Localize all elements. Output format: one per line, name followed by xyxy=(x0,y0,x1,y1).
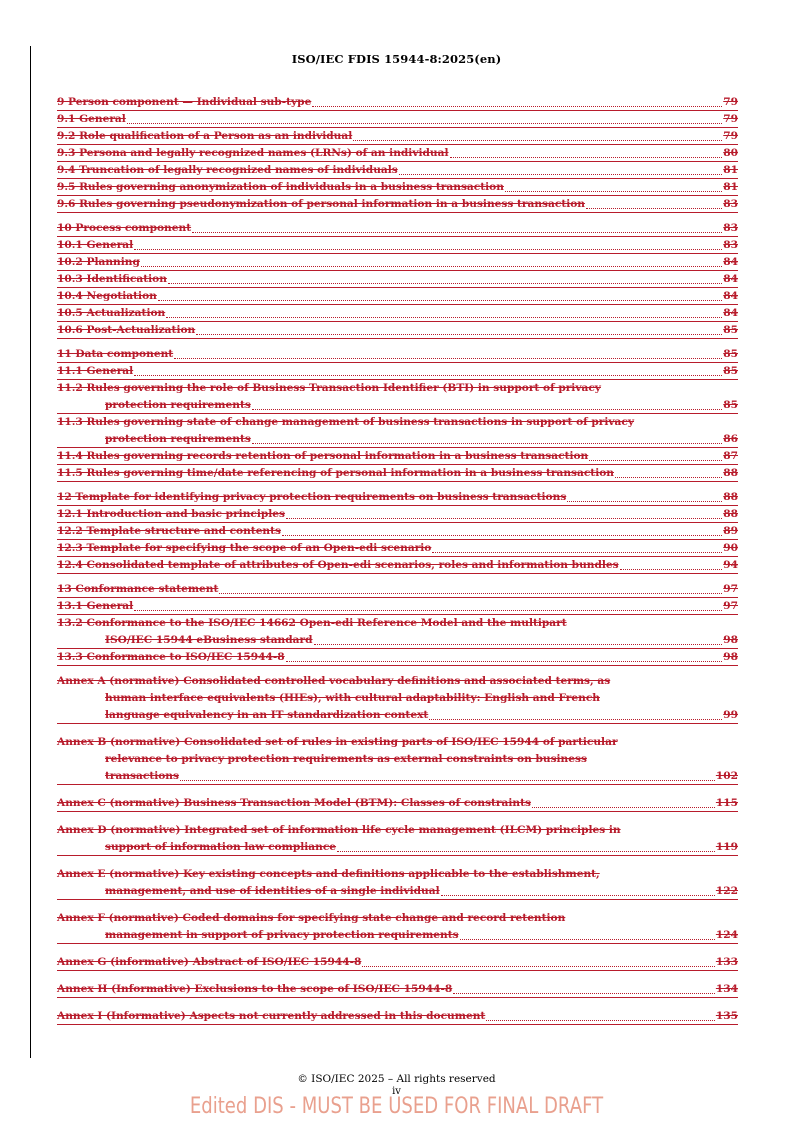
toc-page-number: 98 xyxy=(723,634,738,646)
toc-clause-group xyxy=(57,94,738,213)
toc-dot-leader xyxy=(127,122,722,124)
toc-page-number: 115 xyxy=(715,797,738,809)
toc-entry[interactable] xyxy=(57,598,738,615)
toc-page-number: 134 xyxy=(715,983,738,995)
toc-annex xyxy=(57,954,738,971)
toc-page-number: 81 xyxy=(723,181,738,193)
revision-change-bar xyxy=(30,46,31,1058)
toc-annex xyxy=(57,910,738,944)
toc-page-number: 79 xyxy=(723,130,738,142)
toc-entry[interactable] xyxy=(57,145,738,162)
toc-entry-title: 13 Conformance statement xyxy=(57,583,219,595)
toc-page-number: 85 xyxy=(723,399,738,411)
toc-dot-leader xyxy=(453,992,715,994)
toc-page-number: 88 xyxy=(723,491,738,503)
toc-entry[interactable] xyxy=(57,465,738,482)
toc-entry[interactable] xyxy=(57,523,738,540)
toc-dot-leader xyxy=(353,139,722,141)
toc-entry-title: 13.1 General xyxy=(57,600,134,612)
toc-entry-title: 12.2 Template structure and contents xyxy=(57,525,281,537)
toc-entry-title: 9.3 Persona and legally recognized names (LRNs) of an individual xyxy=(57,147,449,159)
toc-entry-title: 11.3 Rules governing state of change management of business transactions in support of privacy xyxy=(57,416,635,428)
toc-entry-title: transactions xyxy=(105,770,179,782)
toc-dot-leader xyxy=(180,779,715,781)
toc-entry[interactable] xyxy=(57,649,738,666)
toc-entry[interactable] xyxy=(57,179,738,196)
toc-dot-leader xyxy=(486,1019,715,1021)
toc-entry[interactable] xyxy=(57,581,738,598)
toc-entry-title: Annex I (Informative) Aspects not currently addressed in this document xyxy=(57,1010,486,1022)
toc-dot-leader xyxy=(219,592,722,594)
toc-annex xyxy=(57,734,738,785)
toc-dot-leader xyxy=(196,333,722,335)
toc-dot-leader xyxy=(615,476,722,478)
toc-entry-title: Annex H (Informative) Exclusions to the scope of ISO/IEC 15944-8 xyxy=(57,983,453,995)
toc-page-number: 84 xyxy=(723,256,738,268)
toc-entry-title: Annex C (normative) Business Transaction Model (BTM): Classes of constraints xyxy=(57,797,531,809)
toc-page-number: 88 xyxy=(723,508,738,520)
toc-entry-title: 12.1 Introduction and basic principles xyxy=(57,508,286,520)
toc-dot-leader xyxy=(567,500,722,502)
toc-page-number: 87 xyxy=(723,450,738,462)
toc-page-number: 85 xyxy=(723,348,738,360)
toc-dot-leader xyxy=(286,660,723,662)
toc-clause-group xyxy=(57,346,738,482)
toc-entry-title: Annex G (informative) Abstract of ISO/IEC 15944-8 xyxy=(57,956,362,968)
toc-entry-title: management in support of privacy protection requirements xyxy=(105,929,459,941)
toc-dot-leader xyxy=(429,718,722,720)
toc-entry-line xyxy=(57,822,738,839)
table-of-contents xyxy=(57,94,738,1035)
page-number: iv xyxy=(392,1086,401,1097)
toc-dot-leader xyxy=(252,442,722,444)
toc-entry[interactable] xyxy=(57,632,738,649)
toc-dot-leader xyxy=(168,282,722,284)
toc-page-number: 83 xyxy=(723,239,738,251)
toc-entry-title: Annex E (normative) Key existing concepts and definitions applicable to the establishment, xyxy=(57,868,600,880)
toc-entry-title: 9.1 General xyxy=(57,113,126,125)
toc-dot-leader xyxy=(337,850,715,852)
toc-page-number: 124 xyxy=(715,929,738,941)
toc-entry[interactable] xyxy=(57,540,738,557)
toc-page-number: 83 xyxy=(723,222,738,234)
toc-annex xyxy=(57,673,738,724)
toc-entry-title: 12.3 Template for specifying the scope of an Open-edi scenario xyxy=(57,542,432,554)
toc-page-number: 80 xyxy=(723,147,738,159)
toc-page-number: 86 xyxy=(723,433,738,445)
toc-page-number: 88 xyxy=(723,467,738,479)
toc-entry[interactable] xyxy=(57,839,738,856)
toc-entry-title: relevance to privacy protection requirements as external constraints on business xyxy=(105,753,587,765)
toc-entry-title: 10.6 Post-Actualization xyxy=(57,324,196,336)
toc-page-number: 102 xyxy=(715,770,738,782)
toc-entry-title: 13.2 Conformance to the ISO/IEC 14662 Open-edi Reference Model and the multipart xyxy=(57,617,567,629)
toc-dot-leader xyxy=(134,374,722,376)
toc-entry-title: Annex A (normative) Consolidated controlled vocabulary definitions and associated terms, as xyxy=(57,675,611,687)
toc-dot-leader xyxy=(174,357,722,359)
toc-dot-leader xyxy=(441,894,715,896)
toc-entry[interactable] xyxy=(57,506,738,523)
toc-dot-leader xyxy=(252,408,722,410)
toc-entry-title: human interface equivalents (HIEs), with cultural adaptability: English and French xyxy=(105,692,600,704)
toc-entry-title: 9.5 Rules governing anonymization of individuals in a business transaction xyxy=(57,181,504,193)
toc-page-number: 99 xyxy=(723,709,738,721)
toc-dot-leader xyxy=(158,299,722,301)
toc-entry[interactable] xyxy=(57,431,738,448)
toc-clause-group xyxy=(57,581,738,666)
toc-entry-title: management, and use of identities of a single individual xyxy=(105,885,440,897)
toc-entry[interactable] xyxy=(57,927,738,944)
toc-dot-leader xyxy=(192,231,722,233)
toc-entry-title: protection requirements xyxy=(105,433,251,445)
toc-entry[interactable] xyxy=(57,489,738,506)
toc-page-number: 84 xyxy=(723,307,738,319)
toc-dot-leader xyxy=(134,609,722,611)
toc-annex xyxy=(57,981,738,998)
toc-entry-title: 12.4 Consolidated template of attributes of Open-edi scenarios, roles and information bundles xyxy=(57,559,619,571)
toc-entry-line xyxy=(57,751,738,768)
toc-entry-title: protection requirements xyxy=(105,399,251,411)
toc-dot-leader xyxy=(460,938,715,940)
toc-entry-title: 11.5 Rules governing time/date referencing of personal information in a business transaction xyxy=(57,467,614,479)
toc-dot-leader xyxy=(166,316,722,318)
toc-entry-line xyxy=(57,910,738,927)
toc-entry-title: 10 Process component xyxy=(57,222,192,234)
toc-entry-title: 11.2 Rules governing the role of Business Transaction Identifier (BTI) in support of privacy xyxy=(57,382,601,394)
toc-entry-line xyxy=(57,690,738,707)
toc-page-number: 83 xyxy=(723,198,738,210)
toc-page-number: 97 xyxy=(723,600,738,612)
toc-entry[interactable] xyxy=(57,397,738,414)
toc-entry-title: 10.2 Planning xyxy=(57,256,140,268)
draft-watermark: Edited DIS - MUST BE USED FOR FINAL DRAFT xyxy=(189,1094,604,1119)
toc-entry-title: 9.6 Rules governing pseudonymization of personal information in a business transaction xyxy=(57,198,586,210)
toc-entry[interactable] xyxy=(57,448,738,465)
toc-page-number: 84 xyxy=(723,273,738,285)
toc-entry-title: 12 Template for identifying privacy protection requirements on business transactions xyxy=(57,491,567,503)
toc-entry-line xyxy=(57,673,738,690)
toc-entry[interactable] xyxy=(57,220,738,237)
toc-entry-line xyxy=(57,866,738,883)
toc-entry[interactable] xyxy=(57,322,738,339)
toc-page-number: 94 xyxy=(723,559,738,571)
toc-dot-leader xyxy=(314,643,723,645)
toc-entry-title: support of information law compliance xyxy=(105,841,337,853)
toc-page-number: 119 xyxy=(715,841,738,853)
toc-dot-leader xyxy=(134,248,722,250)
toc-entry[interactable] xyxy=(57,883,738,900)
toc-annex xyxy=(57,795,738,812)
toc-dot-leader xyxy=(399,173,723,175)
toc-dot-leader xyxy=(432,551,722,553)
toc-entry[interactable] xyxy=(57,305,738,322)
toc-entry[interactable] xyxy=(57,346,738,363)
toc-entry[interactable] xyxy=(57,271,738,288)
toc-entry-line xyxy=(57,734,738,751)
toc-dot-leader xyxy=(620,568,723,570)
toc-page-number: 135 xyxy=(715,1010,738,1022)
copyright-notice: © ISO/IEC 2025 – All rights reserved xyxy=(297,1073,496,1085)
toc-entry[interactable] xyxy=(57,1008,738,1025)
toc-page-number: 79 xyxy=(723,113,738,125)
toc-page-number: 97 xyxy=(723,583,738,595)
toc-entry-title: 10.3 Identification xyxy=(57,273,167,285)
toc-entry-title: Annex B (normative) Consolidated set of rules in existing parts of ISO/IEC 15944 of particular xyxy=(57,736,618,748)
toc-page-number: 81 xyxy=(723,164,738,176)
toc-entry[interactable] xyxy=(57,111,738,128)
toc-entry[interactable] xyxy=(57,707,738,724)
toc-page-number: 85 xyxy=(723,365,738,377)
toc-entry-line xyxy=(57,380,738,397)
toc-entry[interactable] xyxy=(57,196,738,213)
toc-dot-leader xyxy=(450,156,723,158)
toc-entry[interactable] xyxy=(57,557,738,574)
toc-page-number: 122 xyxy=(715,885,738,897)
toc-page-number: 98 xyxy=(723,651,738,663)
toc-entry-title: 10.5 Actualization xyxy=(57,307,166,319)
toc-entry[interactable] xyxy=(57,128,738,145)
toc-page-number: 84 xyxy=(723,290,738,302)
toc-entry-title: language equivalency in an IT standardization context xyxy=(105,709,429,721)
toc-page-number: 90 xyxy=(723,542,738,554)
toc-dot-leader xyxy=(141,265,722,267)
toc-entry-line xyxy=(57,615,738,632)
toc-dot-leader xyxy=(362,965,714,967)
toc-annex xyxy=(57,822,738,856)
toc-entry-line xyxy=(57,414,738,431)
toc-entry-title: Annex D (normative) Integrated set of information life cycle management (ILCM) principles in xyxy=(57,824,621,836)
toc-entry-title: ISO/IEC 15944 eBusiness standard xyxy=(105,634,313,646)
toc-entry[interactable] xyxy=(57,981,738,998)
toc-entry-title: Annex F (normative) Coded domains for specifying state change and record retention xyxy=(57,912,566,924)
toc-entry[interactable] xyxy=(57,162,738,179)
toc-entry[interactable] xyxy=(57,254,738,271)
toc-entry[interactable] xyxy=(57,94,738,111)
toc-entry[interactable] xyxy=(57,363,738,380)
toc-dot-leader xyxy=(282,534,722,536)
toc-clause-group xyxy=(57,220,738,339)
toc-entry[interactable] xyxy=(57,237,738,254)
toc-dot-leader xyxy=(286,517,722,519)
toc-entry-title: 10.4 Negotiation xyxy=(57,290,157,302)
toc-dot-leader xyxy=(589,459,722,461)
toc-entry[interactable] xyxy=(57,954,738,971)
toc-clause-group xyxy=(57,489,738,574)
toc-entry-title: 11.4 Rules governing records retention of personal information in a business transaction xyxy=(57,450,589,462)
toc-page-number: 85 xyxy=(723,324,738,336)
toc-annex xyxy=(57,866,738,900)
toc-dot-leader xyxy=(532,806,715,808)
toc-entry-title: 9.2 Role qualification of a Person as an individual xyxy=(57,130,353,142)
toc-page-number: 133 xyxy=(715,956,738,968)
toc-page-number: 79 xyxy=(723,96,738,108)
toc-entry-title: 11.1 General xyxy=(57,365,134,377)
toc-entry[interactable] xyxy=(57,795,738,812)
toc-dot-leader xyxy=(586,207,722,209)
toc-entry[interactable] xyxy=(57,768,738,785)
toc-dot-leader xyxy=(312,105,722,107)
toc-entry-title: 13.3 Conformance to ISO/IEC 15944-8 xyxy=(57,651,285,663)
toc-entry-title: 9 Person component — Individual sub-type xyxy=(57,96,312,108)
toc-entry-title: 9.4 Truncation of legally recognized names of individuals xyxy=(57,164,398,176)
toc-page-number: 89 xyxy=(723,525,738,537)
toc-dot-leader xyxy=(505,190,722,192)
toc-annex xyxy=(57,1008,738,1025)
toc-entry[interactable] xyxy=(57,288,738,305)
toc-entry-title: 10.1 General xyxy=(57,239,134,251)
toc-entry-title: 11 Data component xyxy=(57,348,174,360)
document-header: ISO/IEC FDIS 15944-8:2025(en) xyxy=(291,52,502,66)
